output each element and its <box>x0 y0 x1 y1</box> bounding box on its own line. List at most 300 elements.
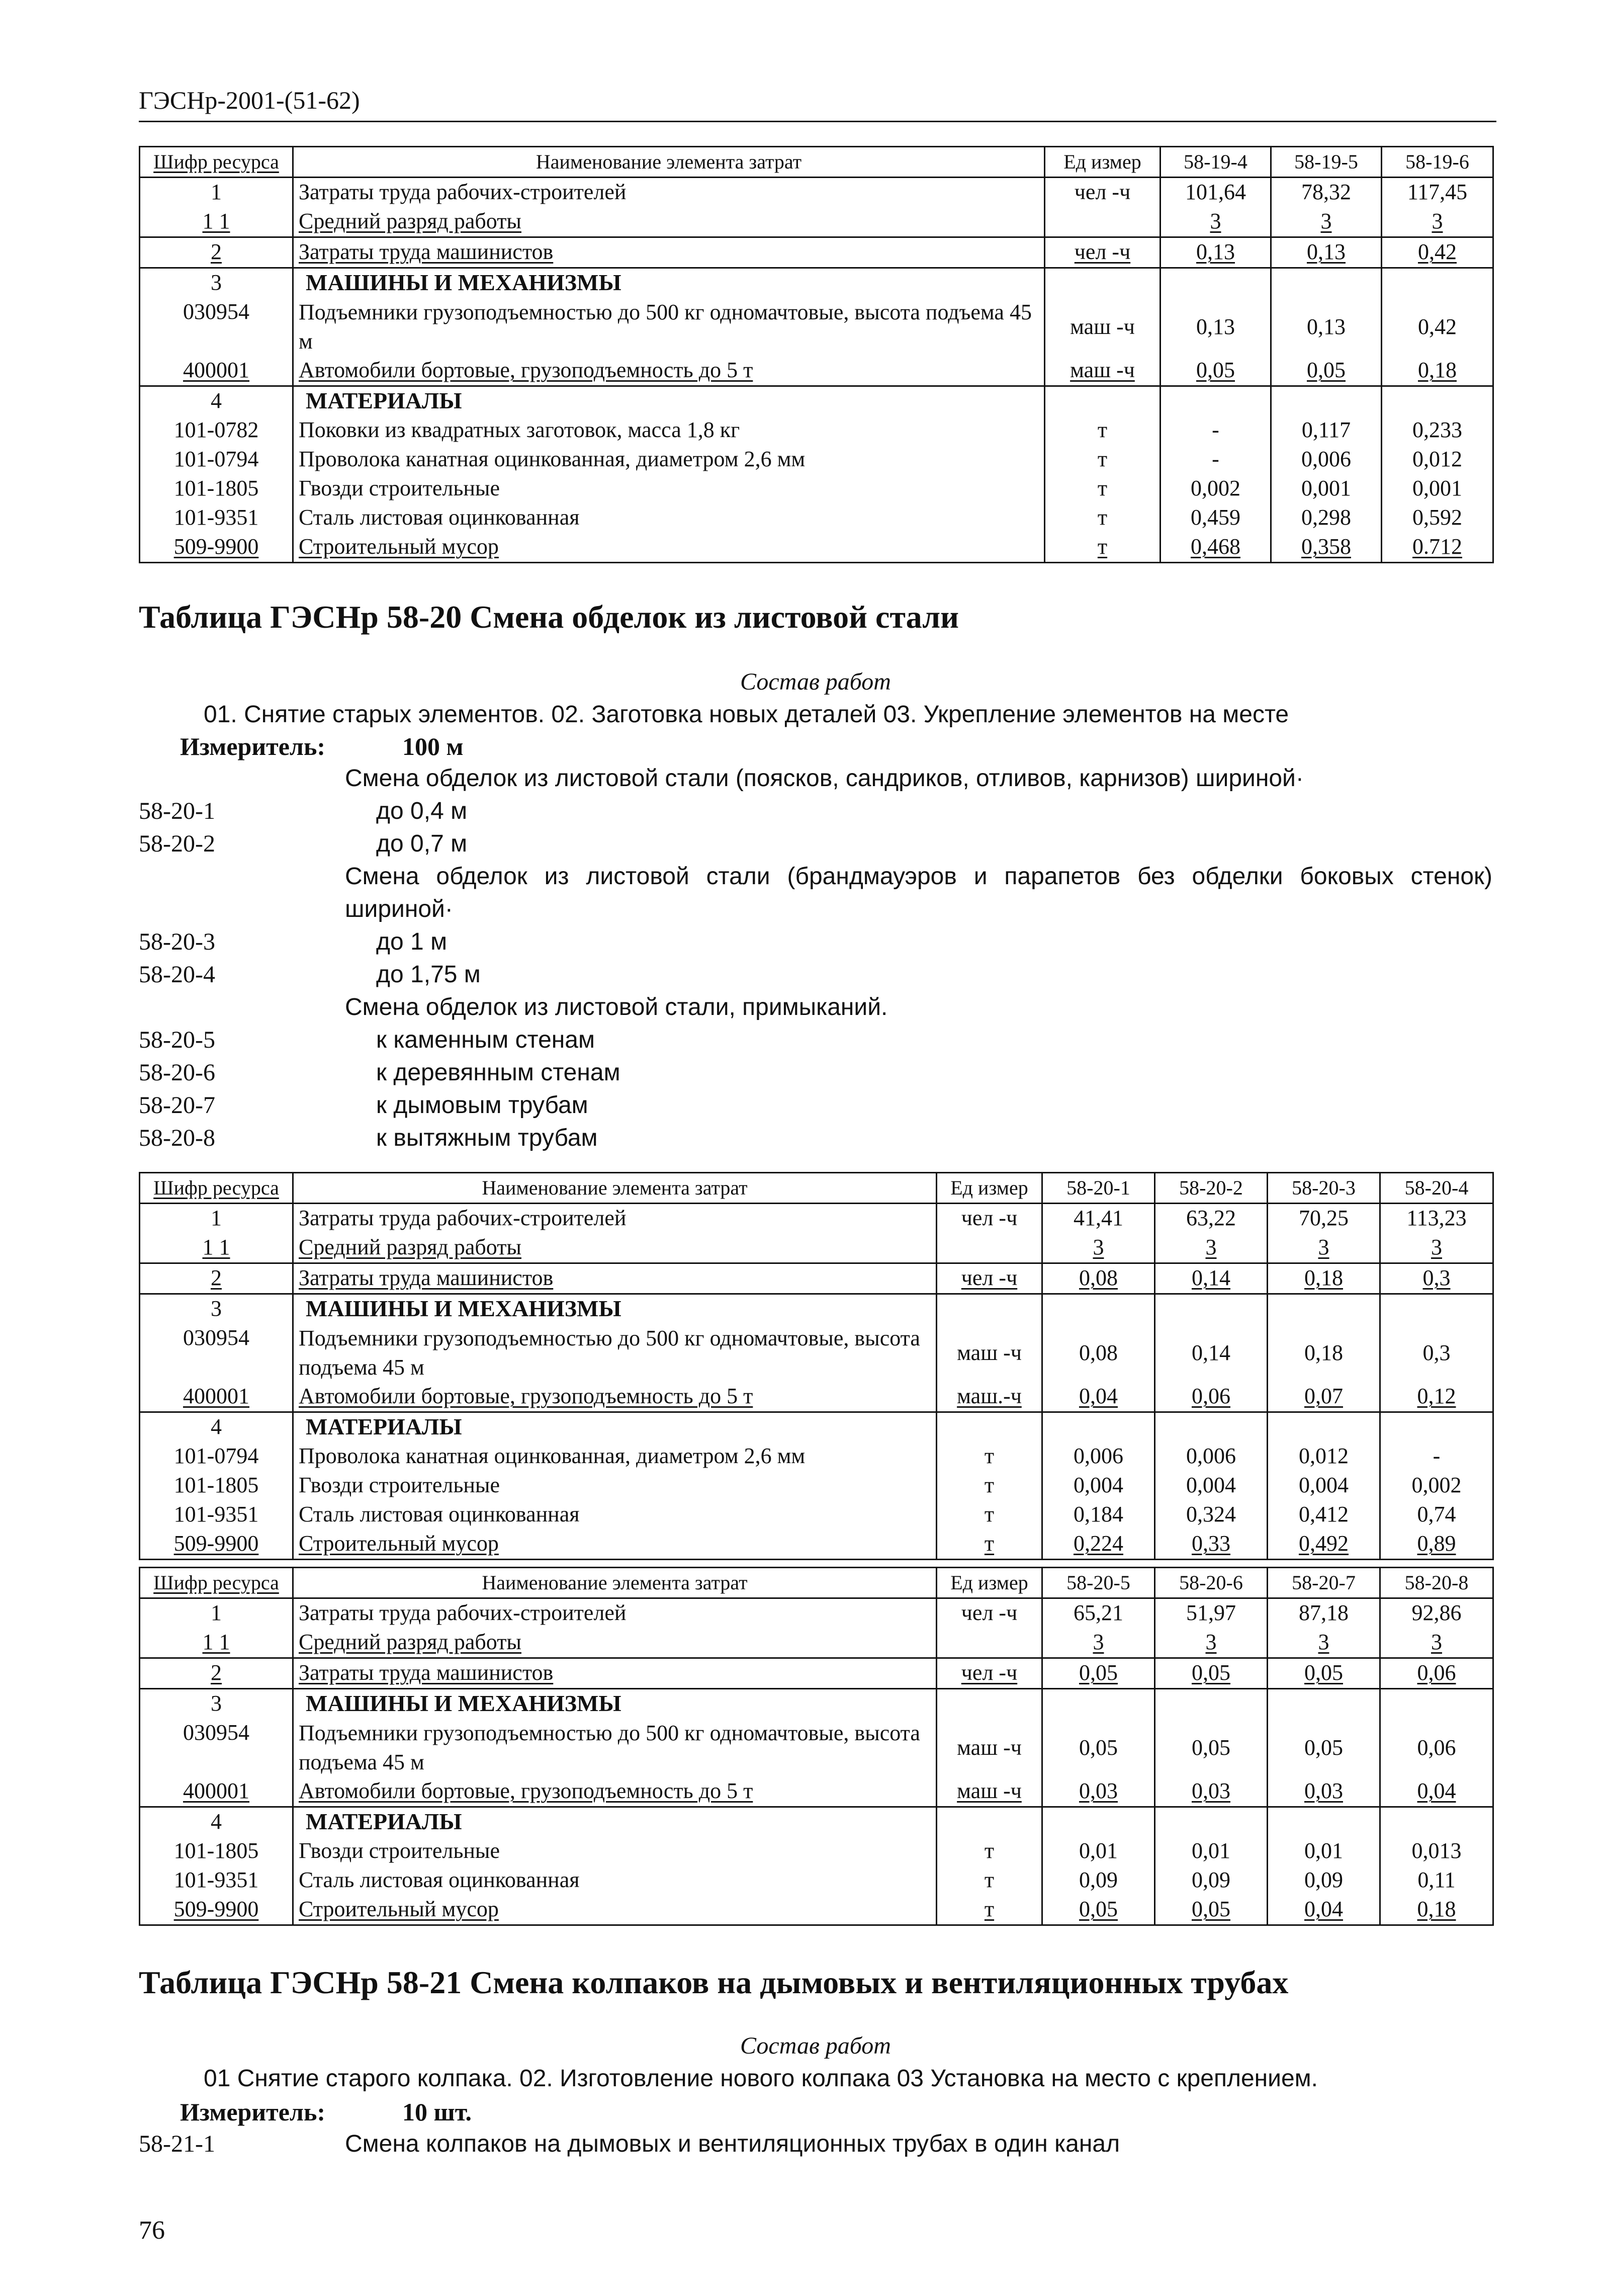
table-row <box>140 1628 1493 1658</box>
norm-value: 0,74 <box>1380 1500 1493 1529</box>
work-text: к деревянным стенам <box>376 1059 620 1086</box>
table-row <box>140 207 1493 237</box>
table-header-row <box>140 1173 1493 1204</box>
work-code: 58-20-6 <box>139 1059 215 1086</box>
norm-value: 0,002 <box>1161 474 1271 503</box>
cost-element-name: Средний разряд работы <box>293 1233 937 1263</box>
norm-value: 0,06 <box>1155 1382 1268 1412</box>
work-code: 58-20-2 <box>139 830 215 857</box>
unit: маш -ч <box>937 1719 1042 1777</box>
column-header: Ед измер <box>937 1568 1042 1598</box>
norm-value: 0,01 <box>1042 1837 1155 1866</box>
norm-value: 0,05 <box>1042 1719 1155 1777</box>
cost-element-name: Сталь листовая оцинкованная <box>293 1866 937 1895</box>
table-row <box>140 178 1493 208</box>
norm-value: 65,21 <box>1042 1598 1155 1629</box>
norm-value <box>1042 1294 1155 1324</box>
norm-value <box>1271 386 1382 416</box>
norm-value: 0,09 <box>1268 1866 1380 1895</box>
norm-value: 0,05 <box>1155 1719 1268 1777</box>
resource-code: 101-0782 <box>140 416 293 445</box>
table-body <box>140 1173 1493 1560</box>
resource-code: 1 <box>140 1598 293 1629</box>
cost-element-name: Строительный мусор <box>293 1529 937 1560</box>
cost-element-name: Строительный мусор <box>293 533 1045 563</box>
norm-value: 101,64 <box>1161 178 1271 208</box>
cost-element-name: Затраты труда рабочих-строителей <box>293 1598 937 1629</box>
unit <box>937 1294 1042 1324</box>
unit <box>1045 386 1161 416</box>
table-row <box>140 1412 1493 1442</box>
unit: маш -ч <box>1045 356 1161 386</box>
unit: т <box>1045 474 1161 503</box>
norm-value: 0,14 <box>1155 1324 1268 1382</box>
norm-value: 0,42 <box>1382 237 1493 268</box>
norm-value: 0,04 <box>1042 1382 1155 1412</box>
work-text: до 0,7 м <box>376 830 468 857</box>
unit: чел -ч <box>937 1263 1042 1294</box>
norm-value: 0,06 <box>1380 1658 1493 1689</box>
norm-value <box>1380 1807 1493 1837</box>
table-row <box>140 445 1493 474</box>
table-58-20-a <box>139 1172 1494 1560</box>
header-rule <box>139 121 1496 122</box>
cost-element-name: Затраты труда машинистов <box>293 1263 937 1294</box>
table-row <box>140 416 1493 445</box>
norm-value <box>1042 1689 1155 1719</box>
cost-element-name: Затраты труда рабочих-строителей <box>293 1204 937 1234</box>
column-header: Наименование элемента затрат <box>293 147 1045 178</box>
norm-value <box>1268 1412 1380 1442</box>
norm-value <box>1380 1412 1493 1442</box>
norm-value: 0,42 <box>1382 298 1493 356</box>
column-header: 58-19-6 <box>1382 147 1493 178</box>
norm-value: 3 <box>1268 1628 1380 1658</box>
norm-value: 0,412 <box>1268 1500 1380 1529</box>
norm-value: 0,233 <box>1382 416 1493 445</box>
cost-element-name: МАТЕРИАЛЫ <box>293 1807 937 1837</box>
resource-code: 1 1 <box>140 207 293 237</box>
unit: чел -ч <box>1045 178 1161 208</box>
table-row <box>140 1233 1493 1263</box>
work-code: 58-20-4 <box>139 961 215 988</box>
resource-code: 3 <box>140 268 293 298</box>
column-header: Ед измер <box>1045 147 1161 178</box>
work-code: 58-20-7 <box>139 1092 215 1119</box>
table-row <box>140 1500 1493 1529</box>
cost-element-name: Затраты труда машинистов <box>293 237 1045 268</box>
table-row <box>140 1837 1493 1866</box>
norm-value: 0,18 <box>1382 356 1493 386</box>
resource-code: 101-0794 <box>140 445 293 474</box>
table-row <box>140 1719 1493 1777</box>
cost-element-name: Автомобили бортовые, грузоподъемность до 5 т <box>293 1382 937 1412</box>
norm-value: 0,05 <box>1161 356 1271 386</box>
cost-element-name: МАШИНЫ И МЕХАНИЗМЫ <box>293 1689 937 1719</box>
norm-value: 3 <box>1380 1628 1493 1658</box>
table-row <box>140 298 1493 356</box>
measure-label-58-21: Измеритель: <box>180 2098 326 2126</box>
table-row <box>140 1895 1493 1925</box>
norm-value: 0,03 <box>1268 1777 1380 1807</box>
norm-value: 0,004 <box>1268 1471 1380 1500</box>
sostav-text-58-21: 01 Снятие старого колпака. 02. Изготовление нового колпака 03 Установка на место с креплением. <box>204 2065 1318 2092</box>
unit: т <box>1045 533 1161 563</box>
cost-element-name: МАТЕРИАЛЫ <box>293 386 1045 416</box>
resource-code: 400001 <box>140 356 293 386</box>
norm-value: 0,012 <box>1382 445 1493 474</box>
norm-value: 0,05 <box>1042 1658 1155 1689</box>
norm-value: 0,05 <box>1042 1895 1155 1925</box>
table-row <box>140 1263 1493 1294</box>
resource-code: 4 <box>140 386 293 416</box>
table-header-row <box>140 147 1493 178</box>
unit: маш -ч <box>937 1777 1042 1807</box>
unit <box>937 1807 1042 1837</box>
norm-value: 0,13 <box>1271 237 1382 268</box>
norm-value: 3 <box>1155 1233 1268 1263</box>
unit <box>937 1628 1042 1658</box>
norm-value: 0,04 <box>1268 1895 1380 1925</box>
column-header: 58-19-4 <box>1161 147 1271 178</box>
norm-value <box>1271 268 1382 298</box>
unit: маш -ч <box>937 1324 1042 1382</box>
norm-value: 117,45 <box>1382 178 1493 208</box>
table-row <box>140 1807 1493 1837</box>
norm-value: 0,459 <box>1161 503 1271 533</box>
unit: чел -ч <box>937 1204 1042 1234</box>
table-row <box>140 503 1493 533</box>
work-text: до 1,75 м <box>376 961 481 988</box>
norm-value: 0,03 <box>1155 1777 1268 1807</box>
resource-code: 4 <box>140 1807 293 1837</box>
resource-code: 3 <box>140 1689 293 1719</box>
resource-code: 101-0794 <box>140 1442 293 1471</box>
work-intro-3: Смена обделок из листовой стали, примыканий. <box>345 994 888 1021</box>
column-header: Наименование элемента затрат <box>293 1173 937 1204</box>
resource-code: 1 1 <box>140 1233 293 1263</box>
norm-value: 0,358 <box>1271 533 1382 563</box>
norm-value: 0,09 <box>1155 1866 1268 1895</box>
table-row <box>140 1294 1493 1324</box>
running-header: ГЭСНр-2001-(51-62) <box>139 86 360 114</box>
norm-value: 0,002 <box>1380 1471 1493 1500</box>
norm-value: 0,09 <box>1042 1866 1155 1895</box>
cost-element-name: Средний разряд работы <box>293 1628 937 1658</box>
norm-value: 0,08 <box>1042 1324 1155 1382</box>
resource-code: 4 <box>140 1412 293 1442</box>
norm-value <box>1155 1412 1268 1442</box>
work-text: к вытяжным трубам <box>376 1125 598 1151</box>
sostav-text-58-20: 01. Снятие старых элементов. 02. Заготовка новых деталей 03. Укрепление элементов на месте <box>204 701 1289 728</box>
table-row <box>140 1382 1493 1412</box>
resource-code: 400001 <box>140 1777 293 1807</box>
table-row <box>140 1324 1493 1382</box>
column-header: 58-19-5 <box>1271 147 1382 178</box>
table-row <box>140 533 1493 563</box>
section-title-58-21: Таблица ГЭСНр 58-21 Смена колпаков на дымовых и вентиляционных трубах <box>139 1965 1289 2000</box>
cost-element-name: Средний разряд работы <box>293 207 1045 237</box>
table-row <box>140 474 1493 503</box>
table-row <box>140 1658 1493 1689</box>
norm-value: 70,25 <box>1268 1204 1380 1234</box>
norm-value <box>1161 268 1271 298</box>
table-row <box>140 386 1493 416</box>
table-row <box>140 1471 1493 1500</box>
norm-value: 0,01 <box>1268 1837 1380 1866</box>
norm-value <box>1380 1294 1493 1324</box>
column-header: Шифр ресурса <box>140 147 293 178</box>
table-58-19 <box>139 146 1494 563</box>
norm-value: 0,06 <box>1380 1719 1493 1777</box>
unit <box>937 1412 1042 1442</box>
cost-element-name: Проволока канатная оцинкованная, диаметром 2,6 мм <box>293 1442 937 1471</box>
norm-value: 0,012 <box>1268 1442 1380 1471</box>
cost-element-name: Гвозди строительные <box>293 1837 937 1866</box>
norm-value: 0,117 <box>1271 416 1382 445</box>
norm-value: 0,33 <box>1155 1529 1268 1560</box>
unit: маш.-ч <box>937 1382 1042 1412</box>
unit: чел -ч <box>937 1658 1042 1689</box>
norm-value: 0,03 <box>1042 1777 1155 1807</box>
work-text: до 0,4 м <box>376 798 468 824</box>
table-row <box>140 356 1493 386</box>
norm-value: - <box>1161 416 1271 445</box>
table-row <box>140 1529 1493 1560</box>
resource-code: 1 <box>140 178 293 208</box>
norm-value <box>1042 1807 1155 1837</box>
resource-code: 101-1805 <box>140 1471 293 1500</box>
resource-code: 400001 <box>140 1382 293 1412</box>
work-code: 58-20-8 <box>139 1125 215 1151</box>
work-code: 58-20-5 <box>139 1027 215 1053</box>
norm-value: 0,013 <box>1380 1837 1493 1866</box>
resource-code: 1 <box>140 1204 293 1234</box>
resource-code: 509-9900 <box>140 1529 293 1560</box>
norm-value: 0,3 <box>1380 1263 1493 1294</box>
page-number: 76 <box>139 2216 165 2245</box>
unit: маш -ч <box>1045 298 1161 356</box>
work-code: 58-20-3 <box>139 928 215 955</box>
column-header: 58-20-5 <box>1042 1568 1155 1598</box>
norm-value: 3 <box>1380 1233 1493 1263</box>
norm-value: 0,004 <box>1155 1471 1268 1500</box>
column-header: Наименование элемента затрат <box>293 1568 937 1598</box>
resource-code: 030954 <box>140 298 293 356</box>
column-header: 58-20-2 <box>1155 1173 1268 1204</box>
norm-value: 0,298 <box>1271 503 1382 533</box>
sostav-title-58-20: Состав работ <box>740 668 891 695</box>
norm-value: 3 <box>1155 1628 1268 1658</box>
resource-code: 101-9351 <box>140 1500 293 1529</box>
norm-value: 0,001 <box>1382 474 1493 503</box>
unit: т <box>1045 445 1161 474</box>
norm-value: 0,224 <box>1042 1529 1155 1560</box>
column-header: Шифр ресурса <box>140 1173 293 1204</box>
cost-element-name: Автомобили бортовые, грузоподъемность до 5 т <box>293 1777 937 1807</box>
unit: чел -ч <box>937 1598 1042 1629</box>
table-header-row <box>140 1568 1493 1598</box>
table-body <box>140 1568 1493 1925</box>
cost-element-name: Проволока канатная оцинкованная, диаметром 2,6 мм <box>293 445 1045 474</box>
norm-value <box>1380 1689 1493 1719</box>
norm-value: 3 <box>1042 1233 1155 1263</box>
norm-value: 3 <box>1042 1628 1155 1658</box>
norm-value: 0,13 <box>1161 237 1271 268</box>
resource-code: 3 <box>140 1294 293 1324</box>
column-header: 58-20-8 <box>1380 1568 1493 1598</box>
norm-value: 3 <box>1268 1233 1380 1263</box>
work-intro-2a: Смена обделок из листовой стали (брандмауэров и парапетов без обделки боковых стенок) <box>345 863 1492 890</box>
column-header: Шифр ресурса <box>140 1568 293 1598</box>
norm-value: 0,006 <box>1042 1442 1155 1471</box>
cost-element-name: Поковки из квадратных заготовок, масса 1,8 кг <box>293 416 1045 445</box>
measure-value-58-20: 100 м <box>402 732 464 760</box>
column-header: 58-20-1 <box>1042 1173 1155 1204</box>
work-intro-1: Смена обделок из листовой стали (поясков, сандриков, отливов, карнизов) шириной· <box>345 765 1304 792</box>
cost-element-name: Подъемники грузоподъемностью до 500 кг одномачтовые, высота подъема 45 м <box>293 1324 937 1382</box>
resource-code: 101-9351 <box>140 503 293 533</box>
norm-value <box>1042 1412 1155 1442</box>
norm-value: 0,006 <box>1155 1442 1268 1471</box>
norm-value: 0,05 <box>1155 1658 1268 1689</box>
norm-value: 3 <box>1382 207 1493 237</box>
norm-value: 41,41 <box>1042 1204 1155 1234</box>
table-row <box>140 237 1493 268</box>
norm-value: - <box>1380 1442 1493 1471</box>
unit: чел -ч <box>1045 237 1161 268</box>
column-header: Ед измер <box>937 1173 1042 1204</box>
section-title-58-20: Таблица ГЭСНр 58-20 Смена обделок из листовой стали <box>139 599 959 635</box>
cost-element-name: МАШИНЫ И МЕХАНИЗМЫ <box>293 1294 937 1324</box>
norm-value: 0,08 <box>1042 1263 1155 1294</box>
work-intro-2b: шириной· <box>345 896 453 922</box>
norm-value: 0,3 <box>1380 1324 1493 1382</box>
norm-value: 87,18 <box>1268 1598 1380 1629</box>
norm-value: 0,468 <box>1161 533 1271 563</box>
resource-code: 101-9351 <box>140 1866 293 1895</box>
cost-element-name: Затраты труда рабочих-строителей <box>293 178 1045 208</box>
cost-element-name: Затраты труда машинистов <box>293 1658 937 1689</box>
column-header: 58-20-4 <box>1380 1173 1493 1204</box>
cost-element-name: Сталь листовая оцинкованная <box>293 1500 937 1529</box>
norm-value: 0,324 <box>1155 1500 1268 1529</box>
norm-value: 3 <box>1271 207 1382 237</box>
norm-value: 0,13 <box>1161 298 1271 356</box>
unit <box>937 1689 1042 1719</box>
unit: т <box>937 1529 1042 1560</box>
cost-element-name: Подъемники грузоподъемностью до 500 кг одномачтовые, высота подъема 45 м <box>293 298 1045 356</box>
work-code: 58-21-1 <box>139 2131 215 2157</box>
norm-value: 0,18 <box>1380 1895 1493 1925</box>
norm-value: 51,97 <box>1155 1598 1268 1629</box>
norm-value: 0,006 <box>1271 445 1382 474</box>
norm-value <box>1155 1689 1268 1719</box>
norm-value: 0,13 <box>1271 298 1382 356</box>
resource-code: 2 <box>140 237 293 268</box>
table-58-20-b <box>139 1567 1494 1926</box>
resource-code: 030954 <box>140 1324 293 1382</box>
norm-value <box>1155 1807 1268 1837</box>
norm-value: 0,11 <box>1380 1866 1493 1895</box>
table-row <box>140 1866 1493 1895</box>
cost-element-name: Сталь листовая оцинкованная <box>293 503 1045 533</box>
work-code: 58-20-1 <box>139 798 215 824</box>
resource-code: 2 <box>140 1658 293 1689</box>
measure-value-58-21: 10 шт. <box>402 2098 472 2126</box>
table-row <box>140 1442 1493 1471</box>
sostav-title-58-21: Состав работ <box>740 2032 891 2059</box>
norm-value: 0,14 <box>1155 1263 1268 1294</box>
norm-value <box>1155 1294 1268 1324</box>
norm-value: 0,05 <box>1155 1895 1268 1925</box>
norm-value: 0,18 <box>1268 1324 1380 1382</box>
norm-value: 0,05 <box>1268 1719 1380 1777</box>
norm-value <box>1268 1807 1380 1837</box>
norm-value: 0,592 <box>1382 503 1493 533</box>
norm-value: 0,18 <box>1268 1263 1380 1294</box>
norm-value: 63,22 <box>1155 1204 1268 1234</box>
cost-element-name: Автомобили бортовые, грузоподъемность до 5 т <box>293 356 1045 386</box>
unit: т <box>937 1500 1042 1529</box>
norm-value: 0,12 <box>1380 1382 1493 1412</box>
table-row <box>140 1777 1493 1807</box>
cost-element-name: Гвозди строительные <box>293 1471 937 1500</box>
unit: т <box>937 1442 1042 1471</box>
work-text: к каменным стенам <box>376 1027 595 1053</box>
resource-code: 509-9900 <box>140 533 293 563</box>
norm-value: 3 <box>1161 207 1271 237</box>
resource-code: 1 1 <box>140 1628 293 1658</box>
column-header: 58-20-7 <box>1268 1568 1380 1598</box>
cost-element-name: МАШИНЫ И МЕХАНИЗМЫ <box>293 268 1045 298</box>
norm-value: 0.712 <box>1382 533 1493 563</box>
work-text: до 1 м <box>376 928 448 955</box>
table-row <box>140 1204 1493 1234</box>
norm-value: 78,32 <box>1271 178 1382 208</box>
unit: т <box>1045 503 1161 533</box>
unit: т <box>937 1837 1042 1866</box>
table-row <box>140 268 1493 298</box>
resource-code: 509-9900 <box>140 1895 293 1925</box>
table-body <box>140 147 1493 563</box>
norm-value: 0,07 <box>1268 1382 1380 1412</box>
norm-value: 0,89 <box>1380 1529 1493 1560</box>
cost-element-name: Гвозди строительные <box>293 474 1045 503</box>
unit: т <box>937 1895 1042 1925</box>
work-text: Смена колпаков на дымовых и вентиляционных трубах в один канал <box>345 2131 1120 2157</box>
norm-value: 0,05 <box>1268 1658 1380 1689</box>
unit: т <box>937 1866 1042 1895</box>
cost-element-name: Подъемники грузоподъемностью до 500 кг одномачтовые, высота подъема 45 м <box>293 1719 937 1777</box>
cost-element-name: Строительный мусор <box>293 1895 937 1925</box>
measure-label-58-20: Измеритель: <box>180 732 326 760</box>
norm-value: 113,23 <box>1380 1204 1493 1234</box>
norm-value: 0,01 <box>1155 1837 1268 1866</box>
table-row <box>140 1689 1493 1719</box>
norm-value <box>1382 386 1493 416</box>
unit <box>937 1233 1042 1263</box>
table-row <box>140 1598 1493 1629</box>
resource-code: 030954 <box>140 1719 293 1777</box>
unit <box>1045 207 1161 237</box>
resource-code: 101-1805 <box>140 474 293 503</box>
norm-value <box>1268 1689 1380 1719</box>
norm-value: 0,004 <box>1042 1471 1155 1500</box>
norm-value: 0,492 <box>1268 1529 1380 1560</box>
norm-value: 0,04 <box>1380 1777 1493 1807</box>
column-header: 58-20-3 <box>1268 1173 1380 1204</box>
